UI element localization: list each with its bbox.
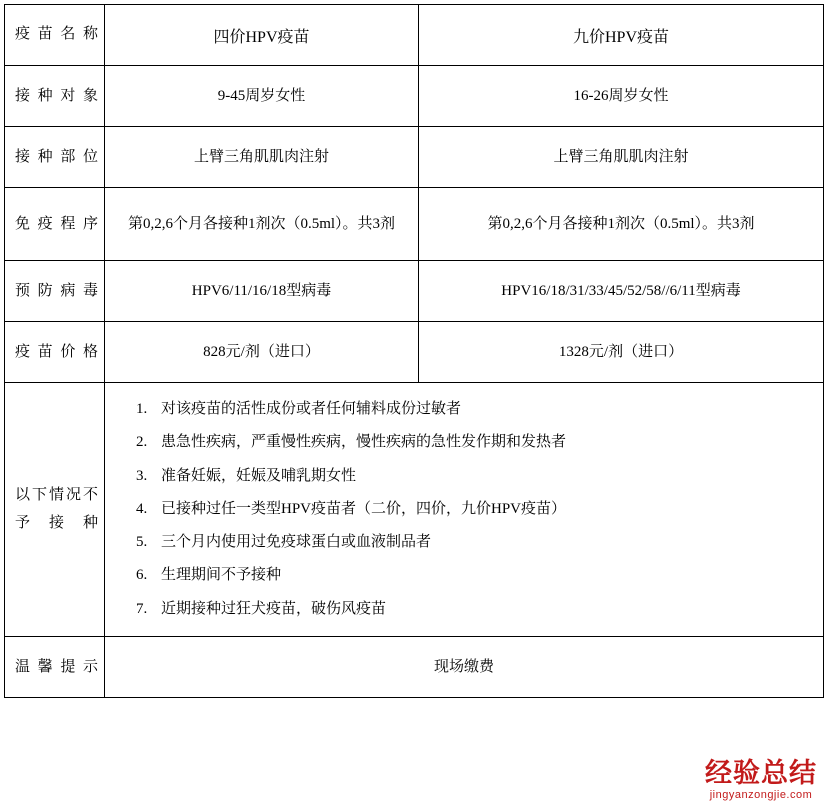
row-value-text: 现场缴费 [433,658,494,675]
header-cell-four [105,5,419,66]
row-value-text: 9-45周岁女性 [217,87,306,104]
header-cell-name [5,5,105,66]
contraindication-list-cell [105,383,824,637]
row-label-text: 预防病毒 [15,282,98,299]
table-row [5,322,824,383]
header-label-four: 四价HPV疫苗 [213,28,310,46]
row-label-price [5,322,105,383]
list-item: 1. 对该疫苗的活性成份或者任何辅料成份过敏者 [151,393,813,426]
row-value-nine-target [419,66,824,127]
list-item: 7. 近期接种过狂犬疫苗，破伤风疫苗 [151,593,813,626]
row-label-text: 接种部位 [15,148,98,165]
table-row-contraindications [5,383,824,637]
row-label-site [5,127,105,188]
header-label-nine: 九价HPV疫苗 [572,28,669,46]
header-label-name: 疫苗名称 [15,26,98,43]
table-row [5,66,824,127]
list-item: 3. 准备妊娠，妊娠及哺乳期女性 [151,460,813,493]
row-value-nine-virus [419,261,824,322]
table-row [5,261,824,322]
watermark [705,760,817,801]
list-item: 2. 患急性疾病，严重慢性疾病，慢性疾病的急性发作期和发热者 [151,426,813,459]
row-value-text: 第0,2,6个月各接种1剂次（0.5ml）。共3剂 [127,215,396,232]
row-value-text: HPV6/11/16/18型病毒 [191,282,332,299]
row-value-nine-price [419,322,824,383]
row-value-text: 16-26周岁女性 [573,87,669,104]
row-value-text: 上臂三角肌肌肉注射 [553,148,689,165]
row-value-four-target [105,66,419,127]
row-label-text: 免疫程序 [15,215,98,232]
vaccine-comparison-table [4,4,824,698]
row-label-text: 以下情况不予接种 [15,486,98,532]
row-value-text: 828元/剂（进口） [203,343,320,360]
row-label-target [5,66,105,127]
watermark-url: jingyanzongjie.com [709,789,813,801]
table-header-row [5,5,824,66]
list-item: 5. 三个月内使用过免疫球蛋白或血液制品者 [151,526,813,559]
header-cell-nine [419,5,824,66]
row-value-text: 上臂三角肌肌肉注射 [193,148,329,165]
row-value-text: 第0,2,6个月各接种1剂次（0.5ml）。共3剂 [487,215,755,232]
row-value-four-virus [105,261,419,322]
row-value-tips [105,636,824,697]
row-value-text: HPV16/18/31/33/45/52/58//6/11型病毒 [501,282,741,299]
list-item: 4. 已接种过任一类型HPV疫苗者（二价，四价，九价HPV疫苗） [151,493,813,526]
contraindication-list [105,383,823,636]
list-item: 6. 生理期间不予接种 [151,559,813,592]
row-value-nine-site [419,127,824,188]
row-value-four-site [105,127,419,188]
row-value-four-schedule [105,188,419,261]
table-row [5,127,824,188]
row-label-schedule [5,188,105,261]
row-label-text: 接种对象 [15,87,98,104]
table-row-tips [5,636,824,697]
row-value-text: 1328元/剂（进口） [558,343,684,360]
row-label-virus [5,261,105,322]
row-value-four-price [105,322,419,383]
row-label-text: 温馨提示 [15,658,98,675]
row-label-contraindications [5,383,105,637]
row-label-tips [5,636,105,697]
watermark-title: 经验总结 [705,758,817,788]
row-value-nine-schedule [419,188,824,261]
table-row [5,188,824,261]
row-label-text: 疫苗价格 [15,343,98,360]
